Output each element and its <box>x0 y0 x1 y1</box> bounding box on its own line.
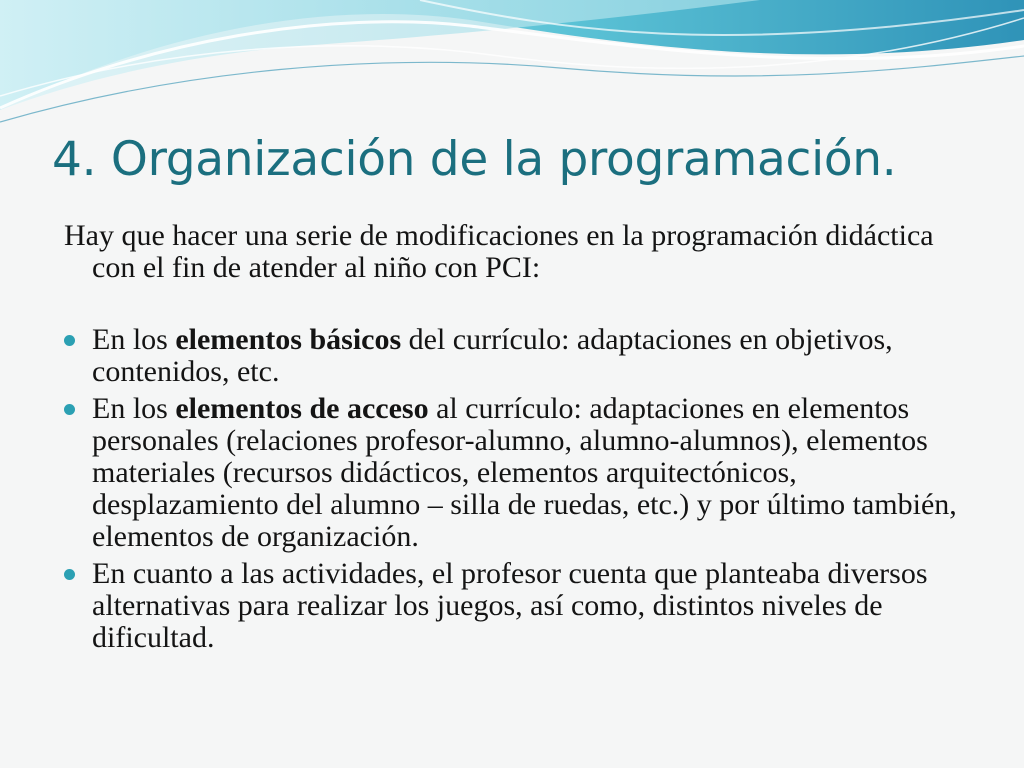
slide-content <box>64 220 964 659</box>
bullet-list <box>64 324 964 654</box>
bullet-dot-icon <box>64 404 75 415</box>
bullet-text-before: En los <box>92 323 176 356</box>
bullet-bold-text: elementos de acceso <box>175 392 429 425</box>
bullet-bold-text: elementos básicos <box>175 323 402 356</box>
bullet-text-before: En cuanto a las actividades, el profesor cuenta que planteaba diversos alternativas para realizar los juegos, así como, distintos niveles de dificultad. <box>92 557 928 654</box>
bullet-text-after: al currículo: adaptaciones en elementos personales (relaciones profesor-alumno, alumno-alumnos), elementos materiales (recursos didácticos, elementos arquitectónicos, desplazamiento del alumno – silla de ruedas, etc.) y por último también, elementos de organización. <box>92 392 957 553</box>
bullet-dot-icon <box>64 569 75 580</box>
slide-title: 4. Organización de la programación. <box>52 132 897 187</box>
bullet-text-after: del currículo: adaptaciones en objetivos, contenidos, etc. <box>92 323 893 388</box>
top-wave-decoration <box>0 0 1024 130</box>
bullet-text-before: En los <box>92 392 176 425</box>
bullet-item-activities <box>64 558 964 654</box>
bullet-item-basic-elements <box>64 324 964 388</box>
bullet-item-access-elements <box>64 393 964 553</box>
bullet-dot-icon <box>64 335 75 346</box>
intro-paragraph: Hay que hacer una serie de modificaciones en la programación didáctica con el fin de atender al niño con PCI: <box>64 219 934 284</box>
